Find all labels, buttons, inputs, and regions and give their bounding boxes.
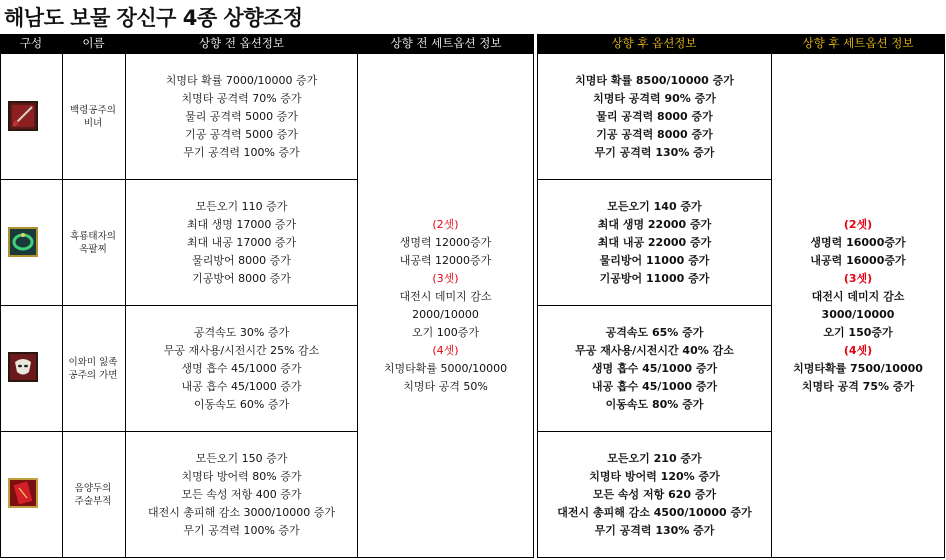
option-line: 모든 속성 저항 620 증가 xyxy=(592,487,717,501)
option-line: 무공 재사용/시전시간 25% 감소 xyxy=(163,343,320,357)
option-line: 치명타 공격력 70% 증가 xyxy=(181,91,302,105)
green-bracelet-item-icon xyxy=(8,227,38,257)
set-option-line: 2000/10000 xyxy=(412,307,479,321)
item-name-3 xyxy=(62,352,124,386)
set-count-label: (3셋) xyxy=(432,271,459,285)
header-group: 구성 xyxy=(0,34,62,53)
before-options-cell xyxy=(125,305,358,432)
option-line: 최대 내공 22000 증가 xyxy=(597,235,712,249)
before-options-cell xyxy=(125,179,358,306)
option-line: 내공 흡수 45/1000 증가 xyxy=(181,379,302,393)
option-line: 최대 생명 17000 증가 xyxy=(186,217,297,231)
set-count-label: (4셋) xyxy=(432,343,459,357)
option-line: 무공 재사용/시전시간 40% 감소 xyxy=(575,343,734,357)
header-after-options: 상향 후 옵션정보 xyxy=(537,34,771,53)
after-options-cell xyxy=(537,179,772,306)
set-option-line: 오기 150증가 xyxy=(823,325,893,339)
white-mask-item-icon xyxy=(8,352,38,382)
before-set-options-cell xyxy=(357,53,534,558)
item-name-line: 흑룡태자의 xyxy=(70,231,116,242)
option-line: 최대 내공 17000 증가 xyxy=(186,235,297,249)
before-options-cell xyxy=(125,53,358,180)
option-line: 물리 공격력 8000 증가 xyxy=(596,109,713,123)
option-line: 이동속도 80% 증가 xyxy=(605,397,704,411)
option-line: 내공 흡수 45/1000 증가 xyxy=(591,379,718,393)
item-name-line: 이와미 잃족 xyxy=(68,357,118,368)
set-option-line: 치명타확률 7500/10000 xyxy=(793,361,923,375)
option-line: 생명 흡수 45/1000 증가 xyxy=(181,361,302,375)
set-option-line: 치명타 공격 50% xyxy=(403,379,488,393)
option-line: 치명타 확률 7000/10000 증가 xyxy=(165,73,318,87)
option-line: 공격속도 30% 증가 xyxy=(193,325,290,339)
after-options-cell xyxy=(537,53,772,180)
option-line: 모든오기 140 증가 xyxy=(607,199,702,213)
option-line: 모든오기 150 증가 xyxy=(195,451,288,465)
header-before-options: 상향 전 옵션정보 xyxy=(125,34,358,53)
set-option-line: 내공력 16000증가 xyxy=(810,253,906,267)
option-line: 치명타 확률 8500/10000 증가 xyxy=(575,73,734,87)
set-count-label: (2셋) xyxy=(843,217,873,231)
set-option-line: 생명력 16000증가 xyxy=(810,235,906,249)
option-line: 모든오기 210 증가 xyxy=(607,451,702,465)
option-line: 물리방어 8000 증가 xyxy=(192,253,291,267)
header-before-set: 상향 전 세트옵션 정보 xyxy=(358,34,534,53)
option-line: 치명타 방어력 80% 증가 xyxy=(181,469,302,483)
option-line: 물리방어 11000 증가 xyxy=(599,253,710,267)
option-line: 치명타 공격력 90% 증가 xyxy=(593,91,716,105)
item-name-line: 음양두의 xyxy=(74,483,112,494)
option-line: 대전시 총피해 감소 4500/10000 증가 xyxy=(557,505,752,519)
set-option-line: 오기 100증가 xyxy=(412,325,479,339)
option-line: 치명타 방어력 120% 증가 xyxy=(589,469,720,483)
after-options-cell xyxy=(537,305,772,432)
set-count-label: (2셋) xyxy=(432,217,459,231)
option-line: 대전시 총피해 감소 3000/10000 증가 xyxy=(148,505,335,519)
set-option-line: 치명타 공격 75% 증가 xyxy=(801,379,915,393)
set-option-line: 치명타확률 5000/10000 xyxy=(383,361,508,375)
item-name-line: 백령공주의 xyxy=(70,105,116,116)
header-name: 이름 xyxy=(62,34,125,53)
option-line: 최대 생명 22000 증가 xyxy=(597,217,712,231)
page-title: 해남도 보물 장신구 4종 상향조정 xyxy=(4,6,303,30)
option-line: 기공 공격력 5000 증가 xyxy=(185,127,298,141)
option-line: 무기 공격력 130% 증가 xyxy=(594,145,715,159)
set-count-label: (3셋) xyxy=(843,271,873,285)
option-line: 생명 흡수 45/1000 증가 xyxy=(591,361,718,375)
set-option-line: 내공력 12000증가 xyxy=(399,253,492,267)
set-option-line: 대전시 데미지 감소 xyxy=(399,289,492,303)
after-set-options-cell xyxy=(771,53,945,558)
red-dagger-item-icon xyxy=(8,101,38,131)
set-count-label: (4셋) xyxy=(843,343,873,357)
option-line: 물리 공격력 5000 증가 xyxy=(185,109,298,123)
header-after-set: 상향 후 세트옵션 정보 xyxy=(771,34,945,53)
item-name-line: 옥팔찌 xyxy=(79,244,107,255)
before-options-cell xyxy=(125,431,358,558)
option-line: 기공 공격력 8000 증가 xyxy=(596,127,713,141)
red-talisman-item-icon xyxy=(8,478,38,508)
item-name-1 xyxy=(62,100,124,134)
option-line: 기공방어 11000 증가 xyxy=(599,271,710,285)
option-line: 기공방어 8000 증가 xyxy=(192,271,291,285)
option-line: 무기 공격력 100% 증가 xyxy=(183,523,300,537)
set-option-line: 3000/10000 xyxy=(821,307,895,321)
item-name-2 xyxy=(62,226,124,260)
set-option-line: 대전시 데미지 감소 xyxy=(811,289,905,303)
option-line: 모든오기 110 증가 xyxy=(195,199,288,213)
after-options-cell xyxy=(537,431,772,558)
option-line: 모든 속성 저항 400 증가 xyxy=(181,487,302,501)
set-option-line: 생명력 12000증가 xyxy=(399,235,492,249)
item-name-line: 비녀 xyxy=(83,118,103,129)
option-line: 무기 공격력 100% 증가 xyxy=(183,145,300,159)
item-name-line: 주술부적 xyxy=(74,496,112,507)
option-line: 무기 공격력 130% 증가 xyxy=(594,523,715,537)
item-name-line: 공주의 가면 xyxy=(68,370,118,381)
item-name-4 xyxy=(62,478,124,512)
option-line: 이동속도 60% 증가 xyxy=(193,397,290,411)
option-line: 공격속도 65% 증가 xyxy=(605,325,704,339)
